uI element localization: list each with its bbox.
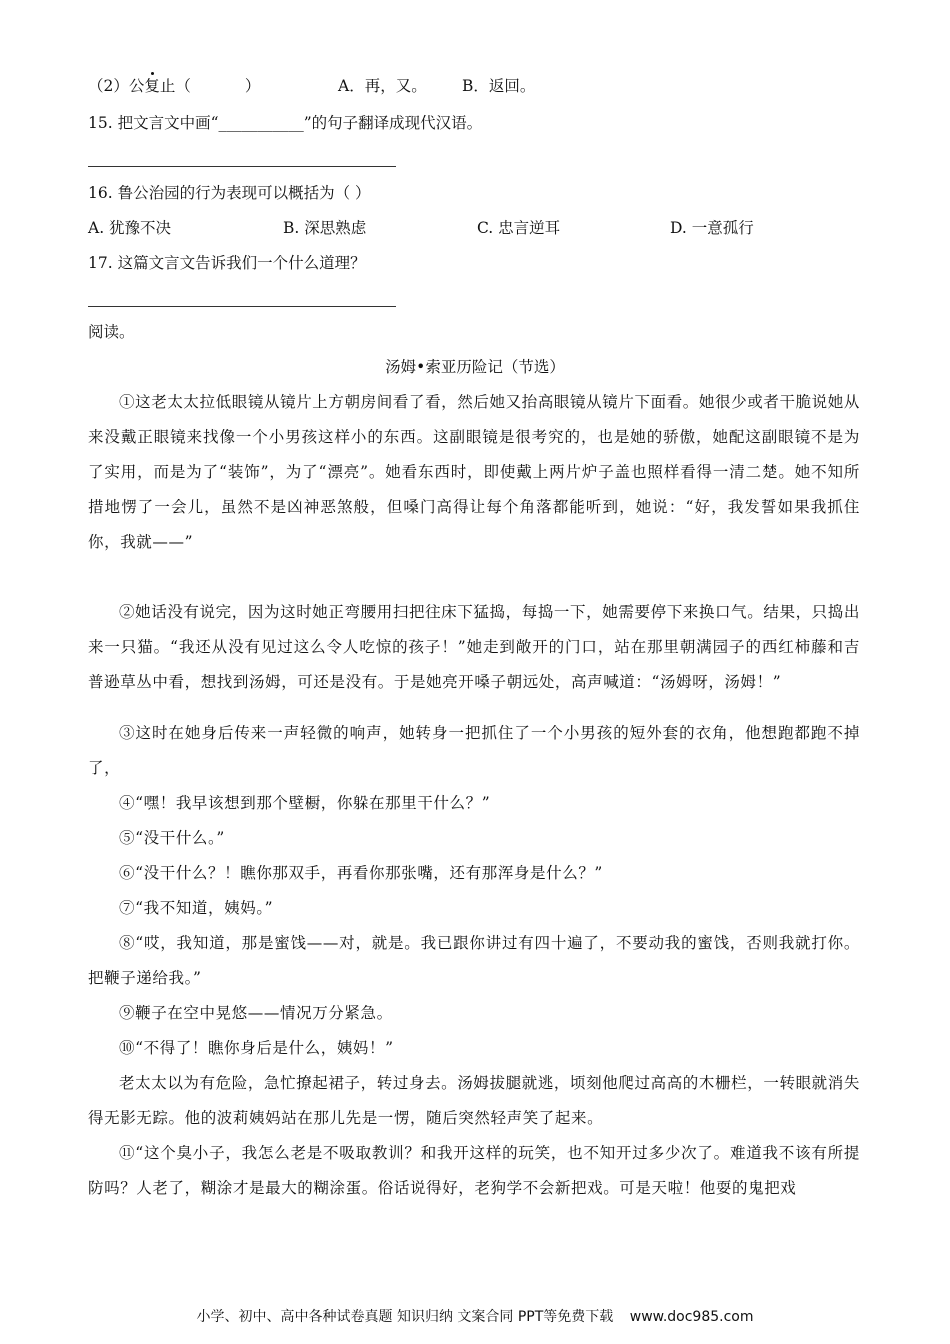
q17-answer-line[interactable] (88, 306, 396, 307)
reading-intro: 阅读。 (88, 323, 135, 341)
reading-title: 汤姆•索亚历险记（节选） (385, 358, 565, 376)
paragraph-10: ⑩“不得了！瞧你身后是什么，姨妈！” (119, 1039, 394, 1057)
emphasis-dot-char: 复 (144, 77, 160, 95)
page-footer (0, 1307, 950, 1327)
paragraph-12: ⑪“这个臭小子，我怎么老是不吸取教训？和我开这样的玩笑，也不知开过多少次了。难道我不该有所提防吗？人老了，糊涂才是最大的糊涂蛋。俗话说得好，老狗学不会新把戏。可是天啦！他耍的鬼把戏 (88, 1144, 860, 1197)
paragraph-9: ⑨鞭子在空中晃悠——情况万分紧急。 (119, 1004, 393, 1022)
q16-option-c: C. 忠言逆耳 (477, 219, 561, 237)
q16-stem: 16. 鲁公治园的行为表现可以概括为（ ） (88, 184, 371, 202)
paragraph-4: ④“嘿！我早该想到那个壁橱，你躲在那里干什么？” (119, 794, 491, 812)
q14-2-option-a: A．再，又。 (338, 77, 427, 95)
q14-2-option-b: B．返回。 (462, 77, 536, 95)
q14-2-stem: （2）公复止（ ） (88, 77, 261, 95)
q16-option-b: B. 深思熟虑 (283, 219, 367, 237)
paragraph-5: ⑤“没干什么。” (119, 829, 225, 847)
paragraph-11: 老太太以为有危险，急忙撩起裙子，转过身去。汤姆拔腿就逃，顷刻他爬过高高的木栅栏，一转眼就消失得无影无踪。他的波莉姨妈站在那儿先是一愣，随后突然轻声笑了起来。 (88, 1074, 860, 1127)
paragraph-3: ③这时在她身后传来一声轻微的响声，她转身一把抓住了一个小男孩的短外套的衣角，他想跑都跑不掉了， (88, 724, 860, 777)
paragraph-6: ⑥“没干什么？！瞧你那双手，再看你那张嘴，还有那浑身是什么？” (119, 864, 603, 882)
paragraph-7: ⑦“我不知道，姨妈。” (119, 899, 274, 917)
footer-site-link[interactable]: www.doc985.com (629, 1309, 754, 1325)
paragraph-8: ⑧“哎，我知道，那是蜜饯——对，就是。我已跟你讲过有四十遍了，不要动我的蜜饯，否则我就打你。把鞭子递给我。” (88, 934, 860, 987)
paragraph-1: ①这老太太拉低眼镜从镜片上方朝房间看了看，然后她又抬高眼镜从镜片下面看。她很少或者干脆说她从来没戴正眼镜来找像一个小男孩这样小的东西。这副眼镜是很考究的，也是她的骄傲，她配这副眼镜不是为了实用，而是为了“装饰”，为了“漂亮”。她看东西时，即使戴上两片炉子盖也照样看得一清二楚。她不知所措地愣了一会儿，虽然不是凶神恶煞般，但嗓门高得让每个角落都能听到，她说：“好，我发誓如果我抓住你，我就——” (88, 393, 860, 551)
paragraph-2: ②她话没有说完，因为这时她正弯腰用扫把往床下猛捣，每捣一下，她需要停下来换口气。结果，只捣出来一只猫。“我还从没有见过这么令人吃惊的孩子！”她走到敞开的门口，站在那里朝满园子的西红柿藤和吉普逊草丛中看，想找到汤姆，可还是没有。于是她亮开嗓子朝远处，高声喊道：“汤姆呀，汤姆！” (88, 603, 860, 691)
footer-tagline: 小学、初中、高中各种试卷真题 知识归纳 文案合同 PPT等免费下载 (196, 1309, 614, 1325)
q15-stem: 15. 把文言文中画“___________”的句子翻译成现代汉语。 (88, 114, 483, 132)
q17-stem: 17. 这篇文言文告诉我们一个什么道理？ (88, 254, 366, 272)
q16-option-d: D. 一意孤行 (670, 219, 754, 237)
q16-option-a: A. 犹豫不决 (88, 219, 172, 237)
q15-answer-line[interactable] (88, 166, 396, 167)
